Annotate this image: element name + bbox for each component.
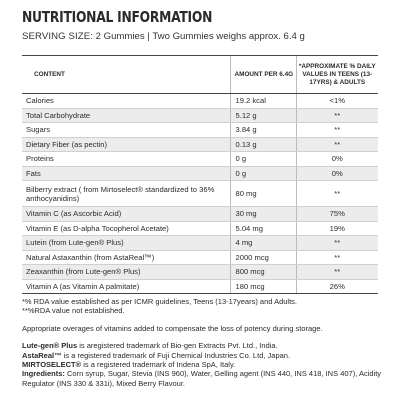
nutrient-amount: 19.2 kcal xyxy=(230,94,296,109)
nutrient-name: Bilberry extract ( from Mirtoselect® standardized to 36% anthocyanidins) xyxy=(22,181,230,207)
nutrient-name: Lutein (from Lute-gen® Plus) xyxy=(22,236,230,251)
nutrient-rda: 0% xyxy=(296,152,378,167)
table-row xyxy=(22,137,378,152)
nutrient-rda: 26% xyxy=(296,279,378,294)
table-row xyxy=(22,279,378,294)
ingredients-text: Corn syrup, Sugar, Stevia (INS 960), Water, Gelling agent (INS 440, INS 418, INS 407), Acidity Regulator (INS 330 & 331i), Mixed Berry Flavour. xyxy=(22,369,382,388)
footnotes xyxy=(22,297,384,388)
nutrient-name: Vitamin C (as Ascorbic Acid) xyxy=(22,207,230,222)
nutrient-rda: ** xyxy=(296,250,378,265)
nutrient-rda: ** xyxy=(296,137,378,152)
nutrient-amount: 0 g xyxy=(230,152,296,167)
nutrient-rda: ** xyxy=(296,123,378,138)
nutrient-amount: 2000 mcg xyxy=(230,250,296,265)
nutrient-rda: ** xyxy=(296,265,378,280)
nutrient-name: Fats xyxy=(22,166,230,181)
nutrient-name: Natural Astaxanthin (from AstaReal™) xyxy=(22,250,230,265)
table-row xyxy=(22,123,378,138)
nutrient-amount: 3.84 g xyxy=(230,123,296,138)
nutrient-amount: 30 mg xyxy=(230,207,296,222)
nutrient-rda: ** xyxy=(296,108,378,123)
table-row xyxy=(22,152,378,167)
nutrient-amount: 0 g xyxy=(230,166,296,181)
nutrient-amount: 80 mg xyxy=(230,181,296,207)
page-title: NUTRITIONAL INFORMATION xyxy=(22,8,213,26)
nutrient-rda: <1% xyxy=(296,94,378,109)
trademark-brand: Lute-gen® Plus xyxy=(22,341,78,351)
serving-size-text: 2 Gummies | Two Gummies weighs approx. 6.4 g xyxy=(92,31,305,42)
trademark-text: is a registered trademark of Fuji Chemical Industries Co. Ltd, Japan. xyxy=(61,350,291,360)
nutrient-amount: 4 mg xyxy=(230,236,296,251)
table-row xyxy=(22,221,378,236)
table-header-row xyxy=(22,56,378,94)
trademark-text: is aregistered trademark of Bio-gen Extracts Pvt. Ltd., India. xyxy=(77,341,278,351)
rda-note: *% RDA value established as per ICMR guidelines, Teens (13-17years) and Adults. xyxy=(22,297,298,306)
nutrient-amount: 5.12 g xyxy=(230,108,296,123)
nutrient-name: Sugars xyxy=(22,123,230,138)
nutrient-name: Dietary Fiber (as pectin) xyxy=(22,137,230,152)
table-row xyxy=(22,94,378,109)
nutrient-name: Proteins xyxy=(22,152,230,167)
nutrient-rda: ** xyxy=(296,181,378,207)
nutrient-name: Zeaxanthin (from Lute-gen® Plus) xyxy=(22,265,230,280)
nutrient-rda: 0% xyxy=(296,166,378,181)
serving-size-label: SERVING SIZE: xyxy=(22,31,93,42)
table-row xyxy=(22,236,378,251)
nutrition-table xyxy=(22,55,378,294)
table-row xyxy=(22,108,378,123)
table-row xyxy=(22,181,378,207)
nutrient-rda: 75% xyxy=(296,207,378,222)
nutrient-amount: 180 mcg xyxy=(230,279,296,294)
overages-note: Appropriate overages of vitamins added to compensate the loss of potency during storage. xyxy=(22,323,323,333)
table-row xyxy=(22,265,378,280)
nutrient-rda: ** xyxy=(296,236,378,251)
table-row xyxy=(22,207,378,222)
trademark-text: is a registered trademark of Indena SpA, Italy. xyxy=(81,360,236,370)
trademark-lutegen xyxy=(22,341,384,350)
trademark-brand: MIRTOSELECT® xyxy=(22,360,82,370)
table-row xyxy=(22,250,378,265)
nutrient-amount: 800 mcg xyxy=(230,265,296,280)
trademark-astareal xyxy=(22,351,384,360)
nutrient-name: Calories xyxy=(22,94,230,109)
ingredients xyxy=(22,369,384,388)
header-content: CONTENT xyxy=(22,56,230,94)
rda-not-established-note: **%RDA value not established. xyxy=(22,306,125,316)
header-amount: AMOUNT PER 6.4G xyxy=(230,56,296,94)
header-rda: *APPROXIMATE % DAILY VALUES IN TEENS (13- 17YRS) & ADULTS xyxy=(296,56,378,94)
table-row xyxy=(22,166,378,181)
nutrient-name: Vitamin E (as D-alpha Tocopherol Acetate) xyxy=(22,221,230,236)
nutrient-rda: 19% xyxy=(296,221,378,236)
nutrient-name: Vitamin A (as Vitamin A palmitate) xyxy=(22,279,230,294)
ingredients-label: Ingredients: xyxy=(22,369,65,379)
trademark-mirtoselect xyxy=(22,360,384,369)
nutrient-amount: 5.04 mg xyxy=(230,221,296,236)
serving-size xyxy=(22,31,305,42)
nutrient-amount: 0.13 g xyxy=(230,137,296,152)
nutrient-name: Total Carbohydrate xyxy=(22,108,230,123)
trademark-brand: AstaReal™ xyxy=(22,350,62,360)
